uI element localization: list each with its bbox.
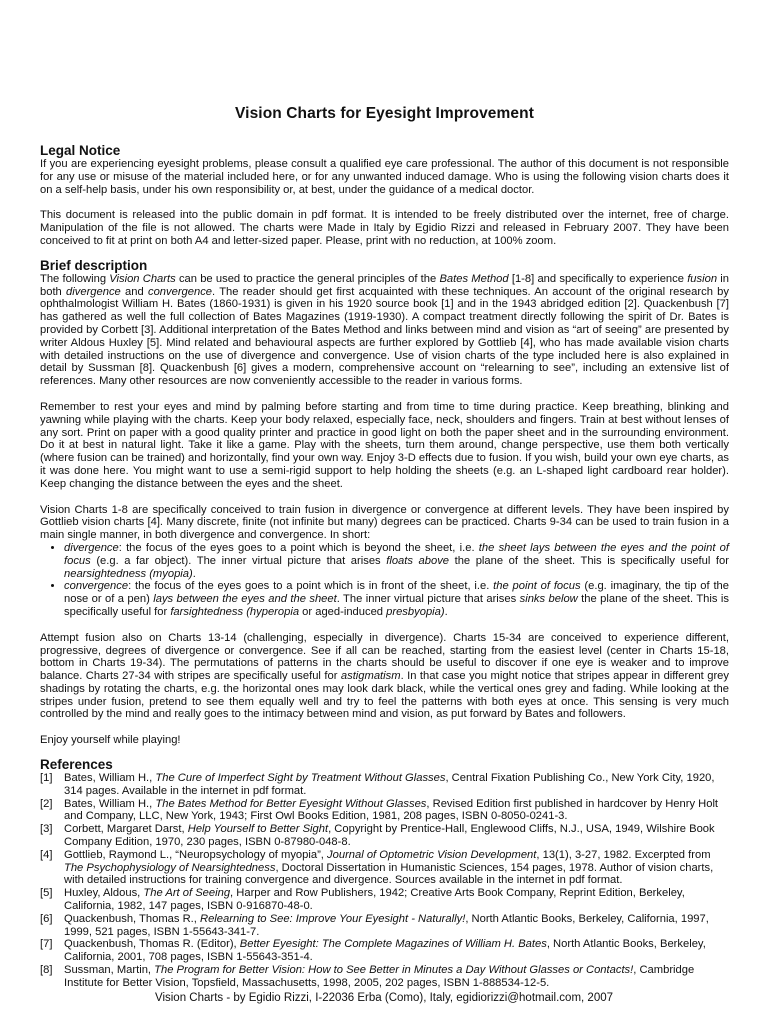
reference-item: [8] Sussman, Martin, The Program for Better Vision: How to See Better in Minutes a Day Without Glasses or Contacts!, Cambridge Institute for Better Vision, Topsfield, Massachusetts, 1998, 2005, 202 pages, ISBN 1-888534-12-5. [40,964,695,989]
legal-notice-section [40,143,729,248]
legal-notice-paragraph-2: This document is released into the public domain in pdf format. It is intended to be freely distributed over the internet, free of charge. Manipulation of the file is not allowed. The charts were Made in Italy by Egidio Rizzi and released in February 2007. They have been conceived to fit at print on both A4 and letter-sized paper. Please, print with no reduction, at 100% zoom. [40,209,729,247]
brief-paragraph-5: Enjoy yourself while playing! [40,734,181,747]
page-footer: Vision Charts - by Egidio Rizzi, I-22036 Erba (Como), Italy, egidiorizzi@hotmail.com, 2007 [154,992,614,1004]
bullet-convergence: • convergence: the focus of the eyes goes to a point which is in front of the sheet, i.e. the point of focus (e.g. imaginary, the tip of the nose or of a pen) lays between the eyes and the sheet. The inner virtual picture that arises sinks below the plane of the sheet. This is specifically useful for farsightedness (hyperopia or aged-induced presbyopia). [64,580,729,618]
brief-description-heading: Brief description [40,257,148,273]
references-section [40,757,729,990]
bullet-divergence: • divergence: the focus of the eyes goes to a point which is beyond the sheet, i.e. the sheet lays between the eyes and the point of focus (e.g. a far object). The inner virtual picture that arises floats above the plane of the sheet. This is specifically useful for nearsightedness (myopia). [64,542,729,580]
brief-paragraph-1: The following Vision Charts can be used to practice the general principles of the Bates Method [1-8] and specifically to experience fusion in both divergence and convergence. The reader should get first acquainted with these techniques. An account of the original research by ophthalmologist William H. Bates (1860-1931) is given in his 1920 source book [1] and in the 1943 abridged edition [2]. Quackenbush [7] has gathered as well the full collection of Bates Magazines (1919-1930). A compact treatment directly following the spirit of Dr. Bates is provided by Corbett [3]. Additional interpretation of the Bates Method and links between mind and vision as “art of seeing” are presented by writer Aldous Huxley [5]. Mind related and behavioural aspects are further explored by Gottlieb [4], who has made available vision charts with detailed instructions on the use of divergence and convergence. Use of vision charts of the type included here is also explained in detail by Sussman [8]. Quackenbush [6] gives a modern, comprehensive account on “relearning to see”, including an extensive list of references. Many other resources are now conveniently accessible to the reader in various forms. [40,272,729,388]
brief-paragraph-4: Attempt fusion also on Charts 13-14 (challenging, especially in divergence). Charts 15-34 are conceived to experience different, progressive, degrees of divergence or convergence. See if all can be reached, starting from the easiest level (center in Charts 15-18, bottom in Charts 19-34). The permutations of patterns in the charts should be useful to discover if one eye is weaker and to improve balance. Charts 27-34 with stripes are specifically useful for astigmatism. In that case you might notice that stripes appear in different grey shadings by rotating the charts, e.g. the horizontal ones may look dark black, while the vertical ones grey and fading. While looking at the stripes under fusion, pretend to see them equally well and try to feel the patterns with both eyes at once. This sensing is very much controlled by the mind and really goes to the intimacy between mind and vision, as put forward by Bates and followers. [40,631,729,721]
references-list [40,772,729,990]
reference-item: [5] Huxley, Aldous, The Art of Seeing, Harper and Row Publishers, 1942; Creative Arts Book Company, Reprint Edition, Berkeley, California, 1982, 147 pages, ISBN 0-916870-48-0. [40,887,685,913]
brief-paragraph-3: Vision Charts 1-8 are specifically conceived to train fusion in divergence or convergence at different levels. They have been inspired by Gottlieb vision charts [4]. Many discrete, finite (not infinite but many) degrees can be practiced. Charts 9-34 can be used to train fusion in a main single manner, in both divergence and convergence. In short: [40,503,729,542]
brief-paragraph-2: Remember to rest your eyes and mind by palming before starting and from time to time during practice. Keep breathing, blinking and yawning while playing with the charts. Keep your body relaxed, especially face, neck, shoulders and fingers. Train at best without lenses of any sort. Print on paper with a good quality printer and practice in good light on both the paper sheet and in the surrounding environment. Do it at best in natural light. Take it like a game. Play with the sheets, turn them around, change perspective, use them both vertically (where fusion can be trained) and horizontally, find your own way. Enjoy 3-D effects due to fusion. If you wish, build your own eye charts, as it was done here. You might want to use a semi-rigid support to help holding the sheets (e.g. an L-shaped light cardboard rear holder). Keep changing the distance between the eyes and the sheet. [40,400,730,490]
reference-item: [6] Quackenbush, Thomas R., Relearning to See: Improve Your Eyesight - Naturally!, North Atlantic Books, Berkeley, California, 1997, 1999, 521 pages, ISBN 1-55643-341-7. [40,912,709,938]
reference-item: [7] Quackenbush, Thomas R. (Editor), Better Eyesight: The Complete Magazines of William H. Bates, North Atlantic Books, Berkeley, California, 2001, 708 pages, ISBN 1-55643-351-4. [40,938,706,964]
reference-item: [4] Gottlieb, Raymond L., “Neuropsychology of myopia”, Journal of Optometric Vision Development, 13(1), 3-27, 1982. Excerpted from The Psychophysiology of Nearsightedness, Doctoral Dissertation in Humanistic Sciences, 154 pages, 1978. Author of vision charts, with detailed instructions for training convergence and divergence. Sources available in the internet in pdf format. [40,848,714,887]
legal-notice-paragraph-1: If you are experiencing eyesight problems, please consult a qualified eye care professional. The author of this document is not responsible for any use or misuse of the material included here, or for any unwanted induced damage. Who is using the following vision charts does it on a self-help basis, under his own responsibility or, at best, under the guidance of a medical doctor. [40,158,729,196]
fusion-type-list [40,542,729,619]
reference-item: [3] Corbett, Margaret Darst, Help Yourself to Better Sight, Copyright by Prentice-Hall, Englewood Cliffs, N.J., USA, 1949, Wilshire Book Company Edition, 1970, 230 pages, ISBN 0-87980-048-8. [40,823,715,849]
legal-notice-heading: Legal Notice [40,143,121,158]
reference-item: [1] Bates, William H., The Cure of Imperfect Sight by Treatment Without Glasses, Central Fixation Publishing Co., New York City, 1920, 314 pages. Available in the internet in pdf format. [40,772,715,797]
reference-item: [2] Bates, William H., The Bates Method for Better Eyesight Without Glasses, Revised Edition first published in hardcover by Henry Holt and Company, LLC, New York, 1943; First Owl Books Edition, 1981, 208 pages, ISBN 0-8050-0241-3. [40,797,719,823]
document-body [40,105,729,990]
page-title: Vision Charts for Eyesight Improvement [235,105,534,122]
brief-description-section [40,258,729,747]
references-heading: References [40,757,113,773]
